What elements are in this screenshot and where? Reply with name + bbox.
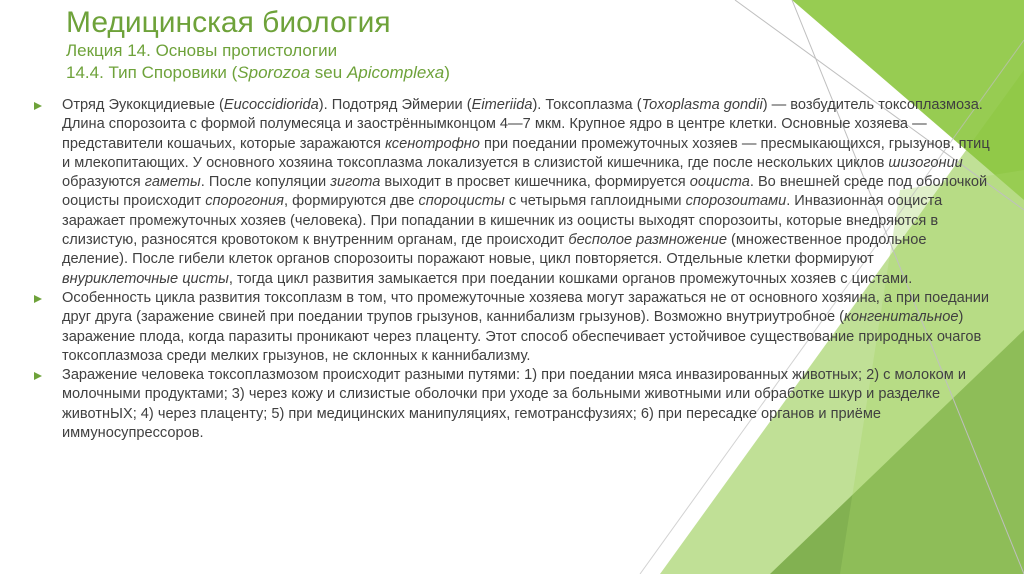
italic-term: зигота [330,174,381,191]
italic-term: внуриклеточные цисты [62,270,229,287]
subtitle-part: seu [310,63,347,82]
text-segment: при поедании промежуточных хозяев — пресмыкающихся, грызунов, птиц и млекопитающих. У основного хозяина токсоплазма локализуется в слизистой кишечника, где после нескольких циклов [62,135,990,171]
text-segment: образуются [62,174,145,191]
italic-term: ксенотрофно [385,135,480,152]
text-segment: ). Подотряд Эймерии ( [318,97,472,113]
bullet-arrow-icon [34,295,42,303]
text-segment: Отряд Эукокцидиевые ( [62,97,224,113]
italic-term: спороцисты [418,193,505,210]
bullet-paragraph [34,366,994,443]
bullet-paragraph [34,96,994,289]
section-subtitle [66,62,826,84]
italic-term: Eimeriida [471,97,533,113]
text-segment: с четырьмя гаплоидными [504,193,686,210]
text-segment: , тогда цикл развития замыкается при поедании кошками органов промежуточных хозяев с цистами. [228,270,913,287]
italic-term: спорогония [205,193,284,210]
text-segment: . После копуляции [200,174,331,191]
italic-term: спорозоитами [685,193,787,210]
italic-term: Eucoccidiorida [223,97,319,113]
italic-term: конгенитальное [844,309,959,326]
text-segment: ) заражение плода, когда паразиты проникают через плаценту. Этот способ обеспечивает устойчивое существование природных очагов токсоплазмоза среди мелких грызунов, не склонных к каннибализму. [62,309,982,364]
bullet-paragraph [34,289,994,366]
italic-term: ооциста [689,174,750,191]
slide-title: Медицинская биология [66,6,391,39]
text-segment: ). Токсоплазма ( [532,97,642,113]
text-segment: Заражение человека токсоплазмозом происходит разными путями: 1) при поедании мяса инвазированных животных; 2) с молоком и молочными продуктами; 3) через кожу и слизистые оболочки при уходе за больными животными или обработке шкур и разделке животнЫХ; 4) через плаценту; 5) при медицинских манипуляциях, гемотрансфузиях; 6) при пересадке органов и приёме иммуносупрессоров. [62,367,966,442]
text-segment: Особенность цикла развития токсоплазм в том, что промежуточные хозяева могут заражаться не от основного хозяина, а при поедании друг друга (заражение свиней при поедании трупов грызунов, каннибализм грызунов). Возможно внутриутробное ( [62,289,990,326]
text-segment: (множественное продольное деление). После гибели клеток органов спорозоиты поражают новые, цикл повторяется. Отдельные клетки формируют [62,232,927,268]
italic-term: бесполое размножение [568,232,727,249]
text-segment: . Во внешней среде под оболочкой ооцисты происходит [62,174,988,210]
italic-term: шизогонии [888,154,963,171]
subtitle-part: ) [444,63,450,82]
bullet-arrow-icon [34,102,42,110]
slide-title-block [66,6,826,84]
subtitle-latin-apicomplexa: Apicomplexa [346,63,445,82]
text-segment: выходит в просвет кишечника, формируется [380,174,690,191]
subtitle-latin-sporozoa: Sporozoa [237,63,311,82]
italic-term: гаметы [144,174,201,191]
subtitle-part: 14.4. Тип Споровики ( [66,63,238,82]
bullet-arrow-icon [34,372,42,380]
italic-term: Toxoplasma gondii [641,97,763,113]
lecture-title: Лекция 14. Основы протистологии [66,41,338,60]
text-segment: , формируются две [283,193,419,210]
text-segment: . Инвазионная ооциста заражает промежуточных хозяев (человека). При попадании в кишечник из ооцисты выходят спорозоиты, которые внедряются в слизистую, разносятся кровотоком к внутренним органам, где происходит [62,193,943,249]
text-segment: ) — возбудитель токсоплазмоза. Длина спорозоита с формой полумесяца и заострённымконцом 4—7 мкм. Крупное ядро в центре клетки. Основные хозяева — представители кошачьих, которые заражаются [62,97,983,152]
bullet-list [34,96,994,443]
